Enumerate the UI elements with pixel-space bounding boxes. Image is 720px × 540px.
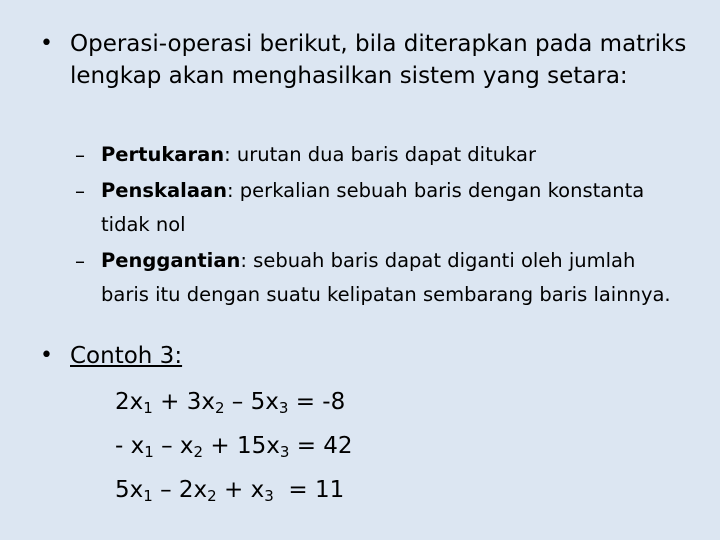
list-item-penskalaan (75, 174, 675, 242)
desc-penskalaan: : perkalian sebuah baris dengan konstanta tidak nol (101, 179, 645, 236)
eq1-sub-1: 1 (143, 399, 153, 417)
eq1-term-x1: 2x (115, 389, 144, 415)
dash-icon: – (75, 249, 85, 273)
dash-icon: – (75, 143, 85, 167)
eq2-term-x1: - x (115, 433, 145, 459)
eq3-rhs: = 11 (273, 477, 345, 503)
eq1-term-x3: – 5x (224, 389, 279, 415)
eq3-sub-3: 3 (264, 487, 274, 505)
eq1-sub-2: 2 (214, 399, 225, 417)
eq2-sub-3: 3 (279, 443, 290, 461)
list-item-pertukaran (75, 138, 675, 172)
eq3-term-x1: 5x (115, 477, 144, 503)
eq2-sub-1: 1 (144, 443, 154, 461)
bullet-operations-text: Operasi-operasi berikut, bila diterapkan pada matriks lengkap akan menghasilkan sistem yang setara: (70, 31, 687, 89)
equation-2 (115, 424, 353, 468)
bullet-icon: • (40, 343, 53, 368)
eq1-rhs: = -8 (288, 389, 346, 415)
bullet-operations (40, 28, 700, 92)
eq3-sub-2: 2 (207, 487, 217, 505)
bullet-example (40, 340, 700, 372)
dash-icon: – (75, 179, 85, 203)
equation-3 (115, 468, 353, 512)
eq2-term-x2: – x (153, 433, 194, 459)
eq1-sub-3: 3 (278, 399, 289, 417)
eq3-sub-1: 1 (143, 487, 153, 505)
equation-1 (115, 380, 353, 424)
example-title: Contoh 3: (70, 343, 183, 369)
eq2-term-x3: + 15x (203, 433, 280, 459)
eq2-sub-2: 2 (193, 443, 204, 461)
operations-list (75, 138, 675, 314)
eq1-term-x2: + 3x (152, 389, 215, 415)
bullet-icon: • (40, 31, 53, 56)
term-pertukaran: Pertukaran (101, 143, 225, 166)
eq3-term-x2: – 2x (152, 477, 208, 503)
desc-pertukaran: : urutan dua baris dapat ditukar (224, 143, 537, 166)
eq3-term-x3: + x (216, 477, 265, 503)
eq2-rhs: = 42 (289, 433, 353, 459)
term-penskalaan: Penskalaan (101, 179, 228, 202)
desc-penggantian: : sebuah baris dapat diganti oleh jumlah baris itu dengan suatu kelipatan sembarang baris lainnya. (101, 249, 671, 306)
list-item-penggantian (75, 244, 675, 312)
term-penggantian: Penggantian (101, 249, 241, 272)
equation-system (115, 380, 353, 512)
